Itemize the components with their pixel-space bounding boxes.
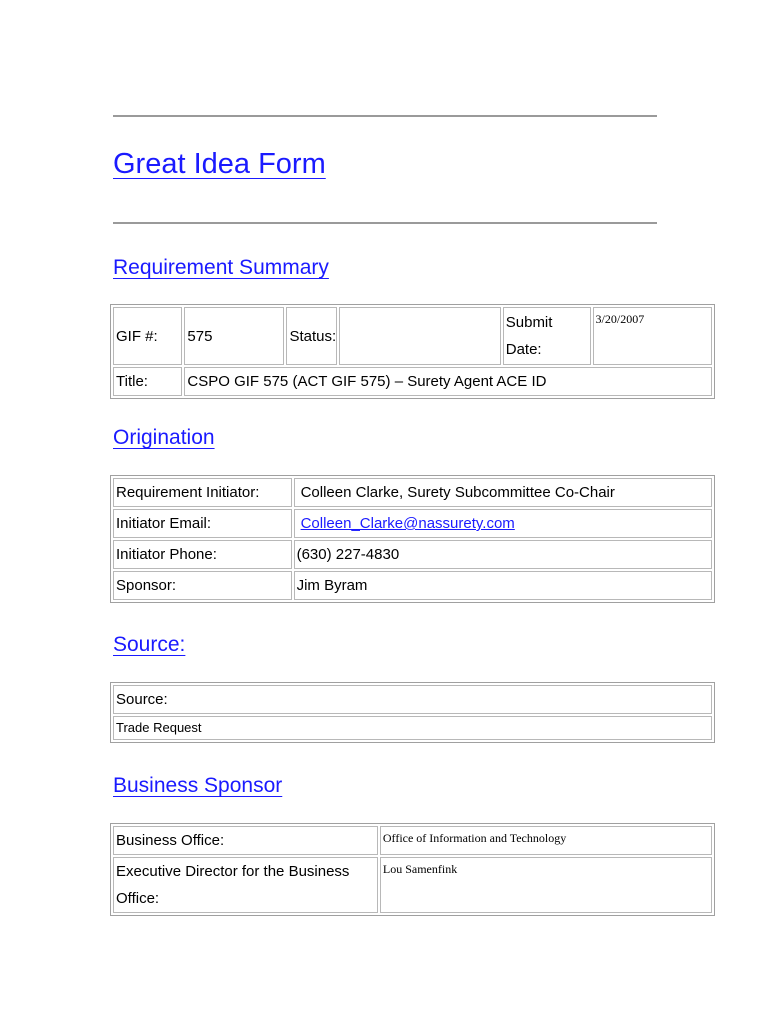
business-sponsor-table — [110, 823, 715, 916]
phone-row — [113, 540, 712, 569]
executive-director-value: Lou Samenfink — [380, 857, 712, 913]
executive-director-label — [113, 857, 378, 913]
requirement-initiator-label: Requirement Initiator: — [113, 478, 292, 507]
source-label-row — [113, 685, 712, 714]
submit-date-label-line2: Date: — [505, 341, 542, 358]
source-value-row — [113, 716, 712, 740]
initiator-row — [113, 478, 712, 507]
origination-heading: Origination — [113, 426, 215, 449]
requirement-summary-table — [110, 304, 715, 399]
sponsor-value: Jim Byram — [294, 571, 712, 600]
requirement-summary-heading: Requirement Summary — [113, 256, 329, 279]
executive-director-row — [113, 857, 712, 913]
status-label: Status: — [286, 307, 337, 365]
source-table — [110, 682, 715, 743]
sponsor-row — [113, 571, 712, 600]
source-value: Trade Request — [113, 716, 712, 740]
title-divider — [113, 222, 657, 224]
source-label: Source: — [113, 685, 712, 714]
gif-row — [113, 307, 712, 365]
submit-date-label-line1: Submit — [505, 314, 553, 331]
initiator-email-label: Initiator Email: — [113, 509, 292, 538]
sponsor-label: Sponsor: — [113, 571, 292, 600]
executive-director-label-line1: Executive Director for the Business — [116, 863, 350, 880]
business-sponsor-heading: Business Sponsor — [113, 774, 283, 797]
submit-date-label — [503, 307, 591, 365]
gif-label: GIF #: — [113, 307, 182, 365]
executive-director-label-line2: Office: — [116, 890, 160, 907]
title-value: CSPO GIF 575 (ACT GIF 575) – Surety Agent ACE ID — [184, 367, 712, 396]
submit-date-value: 3/20/2007 — [593, 307, 712, 365]
initiator-email-cell — [294, 509, 712, 538]
title-label: Title: — [113, 367, 182, 396]
page-title: Great Idea Form — [113, 148, 326, 180]
initiator-phone-label: Initiator Phone: — [113, 540, 292, 569]
initiator-phone-value: (630) 227-4830 — [294, 540, 712, 569]
email-row — [113, 509, 712, 538]
top-divider — [113, 115, 657, 117]
business-office-label: Business Office: — [113, 826, 378, 855]
gif-value: 575 — [184, 307, 284, 365]
business-office-value: Office of Information and Technology — [380, 826, 712, 855]
requirement-initiator-value: Colleen Clarke, Surety Subcommittee Co-Chair — [294, 478, 712, 507]
source-heading: Source: — [113, 633, 186, 656]
initiator-email-link[interactable]: Colleen_Clarke@nassurety.com — [300, 515, 515, 532]
origination-table — [110, 475, 715, 603]
business-office-row — [113, 826, 712, 855]
status-value — [339, 307, 500, 365]
title-row — [113, 367, 712, 396]
